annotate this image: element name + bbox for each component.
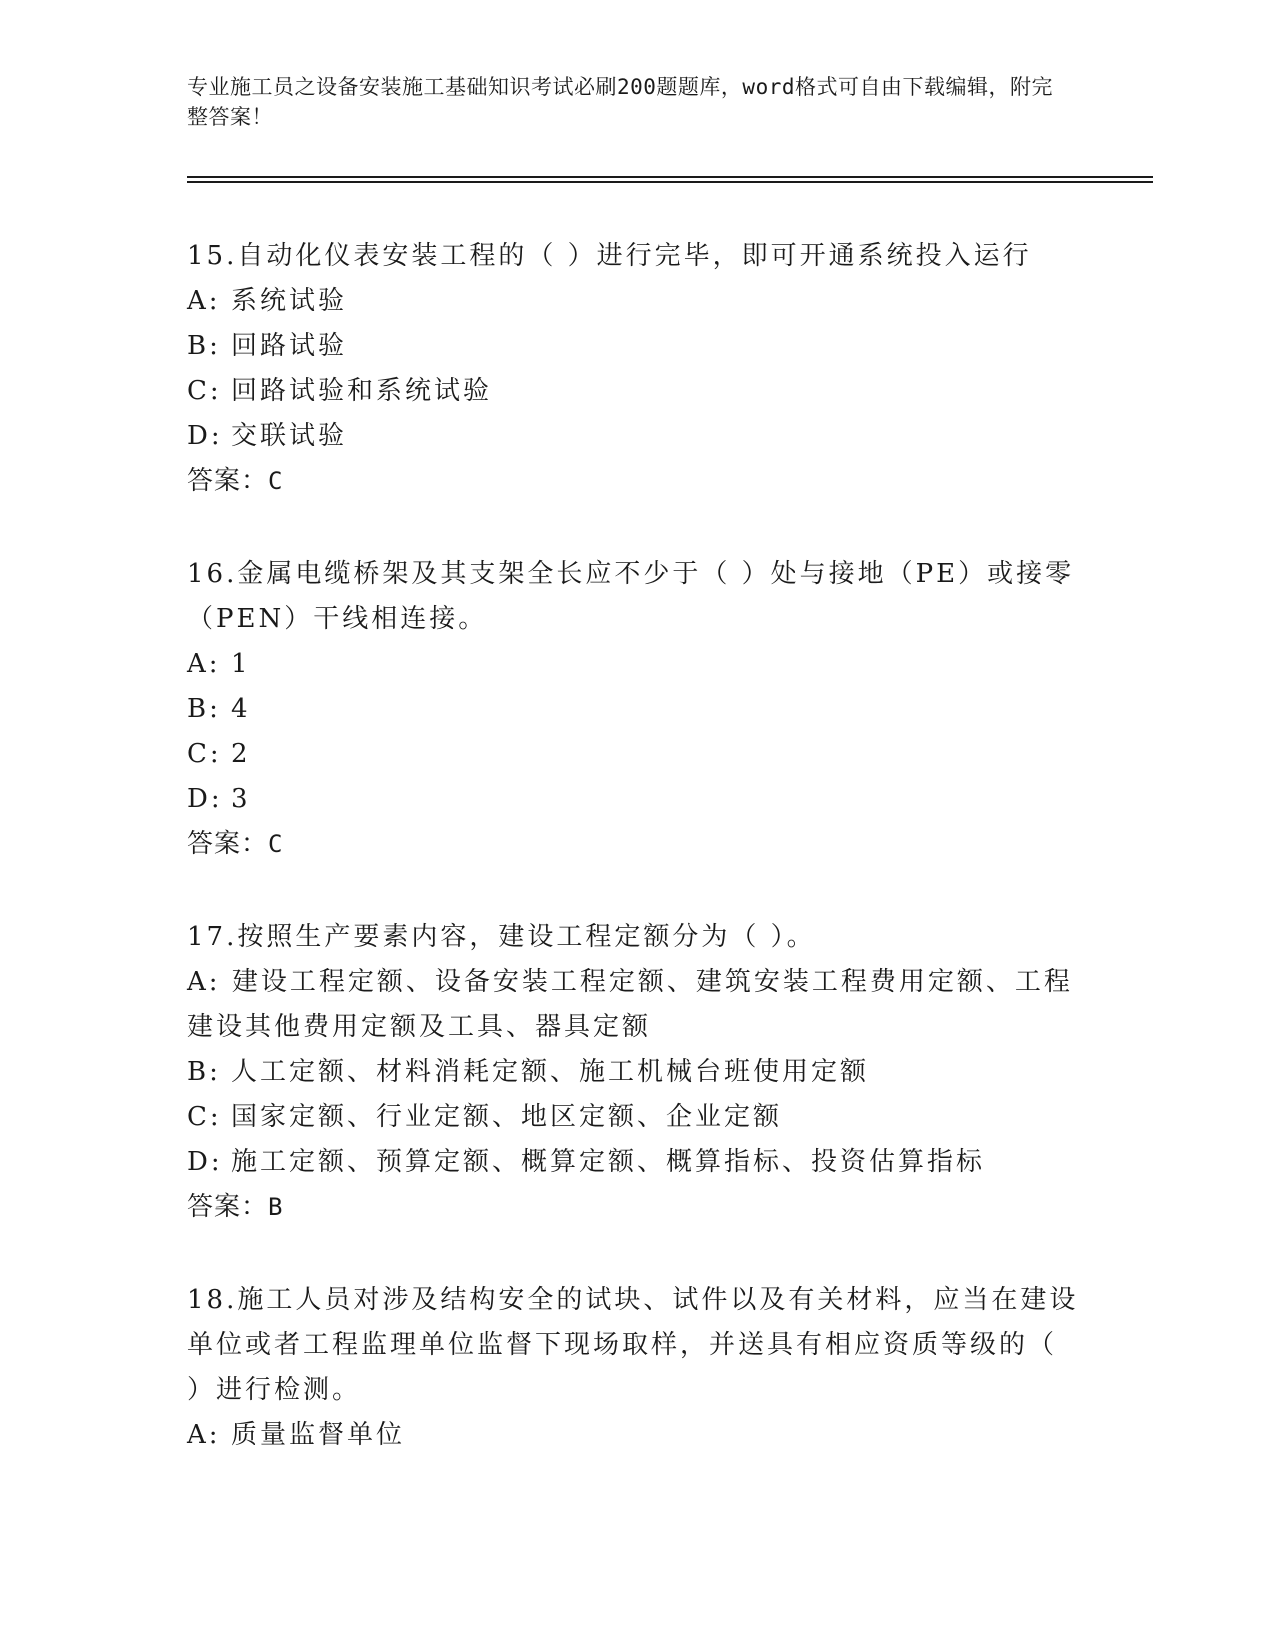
option-text: 质量监督单位 bbox=[231, 1420, 406, 1450]
option-a bbox=[187, 279, 1083, 324]
question-stem: 16.金属电缆桥架及其支架全长应不少于（ ）处与接地（PE）或接零（PEN）干线相连接。 bbox=[187, 559, 1075, 634]
option-a bbox=[187, 960, 1083, 1050]
option-key: C: bbox=[187, 376, 222, 406]
option-text: 2 bbox=[231, 739, 251, 769]
option-a bbox=[187, 1413, 1083, 1458]
question-stem: 17.按照生产要素内容，建设工程定额分为（ ）。 bbox=[187, 922, 816, 952]
option-key: D: bbox=[187, 1147, 223, 1177]
question-stem: 18.施工人员对涉及结构安全的试块、试件以及有关材料，应当在建设单位或者工程监理单位监督下现场取样，并送具有相应资质等级的（ ）进行检测。 bbox=[187, 1285, 1079, 1405]
option-d bbox=[187, 414, 1083, 459]
question-15 bbox=[187, 234, 1083, 504]
question-18 bbox=[187, 1278, 1083, 1458]
header-divider-bottom bbox=[187, 181, 1153, 183]
option-key: C: bbox=[187, 739, 222, 769]
answer-label: 答案： bbox=[187, 1192, 269, 1222]
option-text: 3 bbox=[231, 784, 251, 814]
question-gap bbox=[187, 1230, 1083, 1278]
option-key: B: bbox=[187, 331, 221, 361]
answer-line bbox=[187, 459, 1083, 504]
option-c bbox=[187, 369, 1083, 414]
option-text: 回路试验 bbox=[231, 331, 348, 361]
answer-value: C bbox=[268, 830, 284, 858]
answer-value: B bbox=[268, 1193, 284, 1221]
option-text: 4 bbox=[231, 694, 251, 724]
option-key: B: bbox=[187, 1057, 221, 1087]
option-text: 人工定额、材料消耗定额、施工机械台班使用定额 bbox=[231, 1057, 870, 1087]
option-b bbox=[187, 324, 1083, 369]
option-d bbox=[187, 777, 1083, 822]
option-b bbox=[187, 1050, 1083, 1095]
question-list bbox=[187, 234, 1083, 1458]
option-d bbox=[187, 1140, 1083, 1185]
answer-value: C bbox=[268, 467, 284, 495]
question-16 bbox=[187, 552, 1083, 867]
option-key: A: bbox=[187, 649, 221, 679]
option-text: 施工定额、预算定额、概算定额、概算指标、投资估算指标 bbox=[231, 1147, 986, 1177]
option-text: 1 bbox=[231, 649, 251, 679]
option-key: A: bbox=[187, 967, 221, 997]
question-gap bbox=[187, 504, 1083, 552]
option-text: 国家定额、行业定额、地区定额、企业定额 bbox=[231, 1102, 783, 1132]
option-text: 建设工程定额、设备安装工程定额、建筑安装工程费用定额、工程建设其他费用定额及工具、器具定额 bbox=[187, 967, 1073, 1042]
document-header: 专业施工员之设备安装施工基础知识考试必刷200题题库，word格式可自由下载编辑，附完整答案！ bbox=[187, 75, 1053, 129]
answer-line bbox=[187, 1185, 1083, 1230]
answer-label: 答案： bbox=[187, 829, 269, 859]
answer-label: 答案： bbox=[187, 466, 269, 496]
option-key: A: bbox=[187, 1420, 221, 1450]
option-key: C: bbox=[187, 1102, 222, 1132]
answer-line bbox=[187, 822, 1083, 867]
option-c bbox=[187, 732, 1083, 777]
option-c bbox=[187, 1095, 1083, 1140]
question-stem: 15.自动化仪表安装工程的（ ）进行完毕，即可开通系统投入运行 bbox=[187, 241, 1032, 271]
option-a bbox=[187, 642, 1083, 687]
option-key: A: bbox=[187, 286, 221, 316]
option-text: 交联试验 bbox=[231, 421, 348, 451]
option-key: D: bbox=[187, 784, 223, 814]
option-b bbox=[187, 687, 1083, 732]
option-text: 系统试验 bbox=[231, 286, 348, 316]
option-key: B: bbox=[187, 694, 221, 724]
option-key: D: bbox=[187, 421, 223, 451]
question-gap bbox=[187, 867, 1083, 915]
question-17 bbox=[187, 915, 1083, 1230]
option-text: 回路试验和系统试验 bbox=[231, 376, 493, 406]
header-divider-top bbox=[187, 176, 1153, 178]
